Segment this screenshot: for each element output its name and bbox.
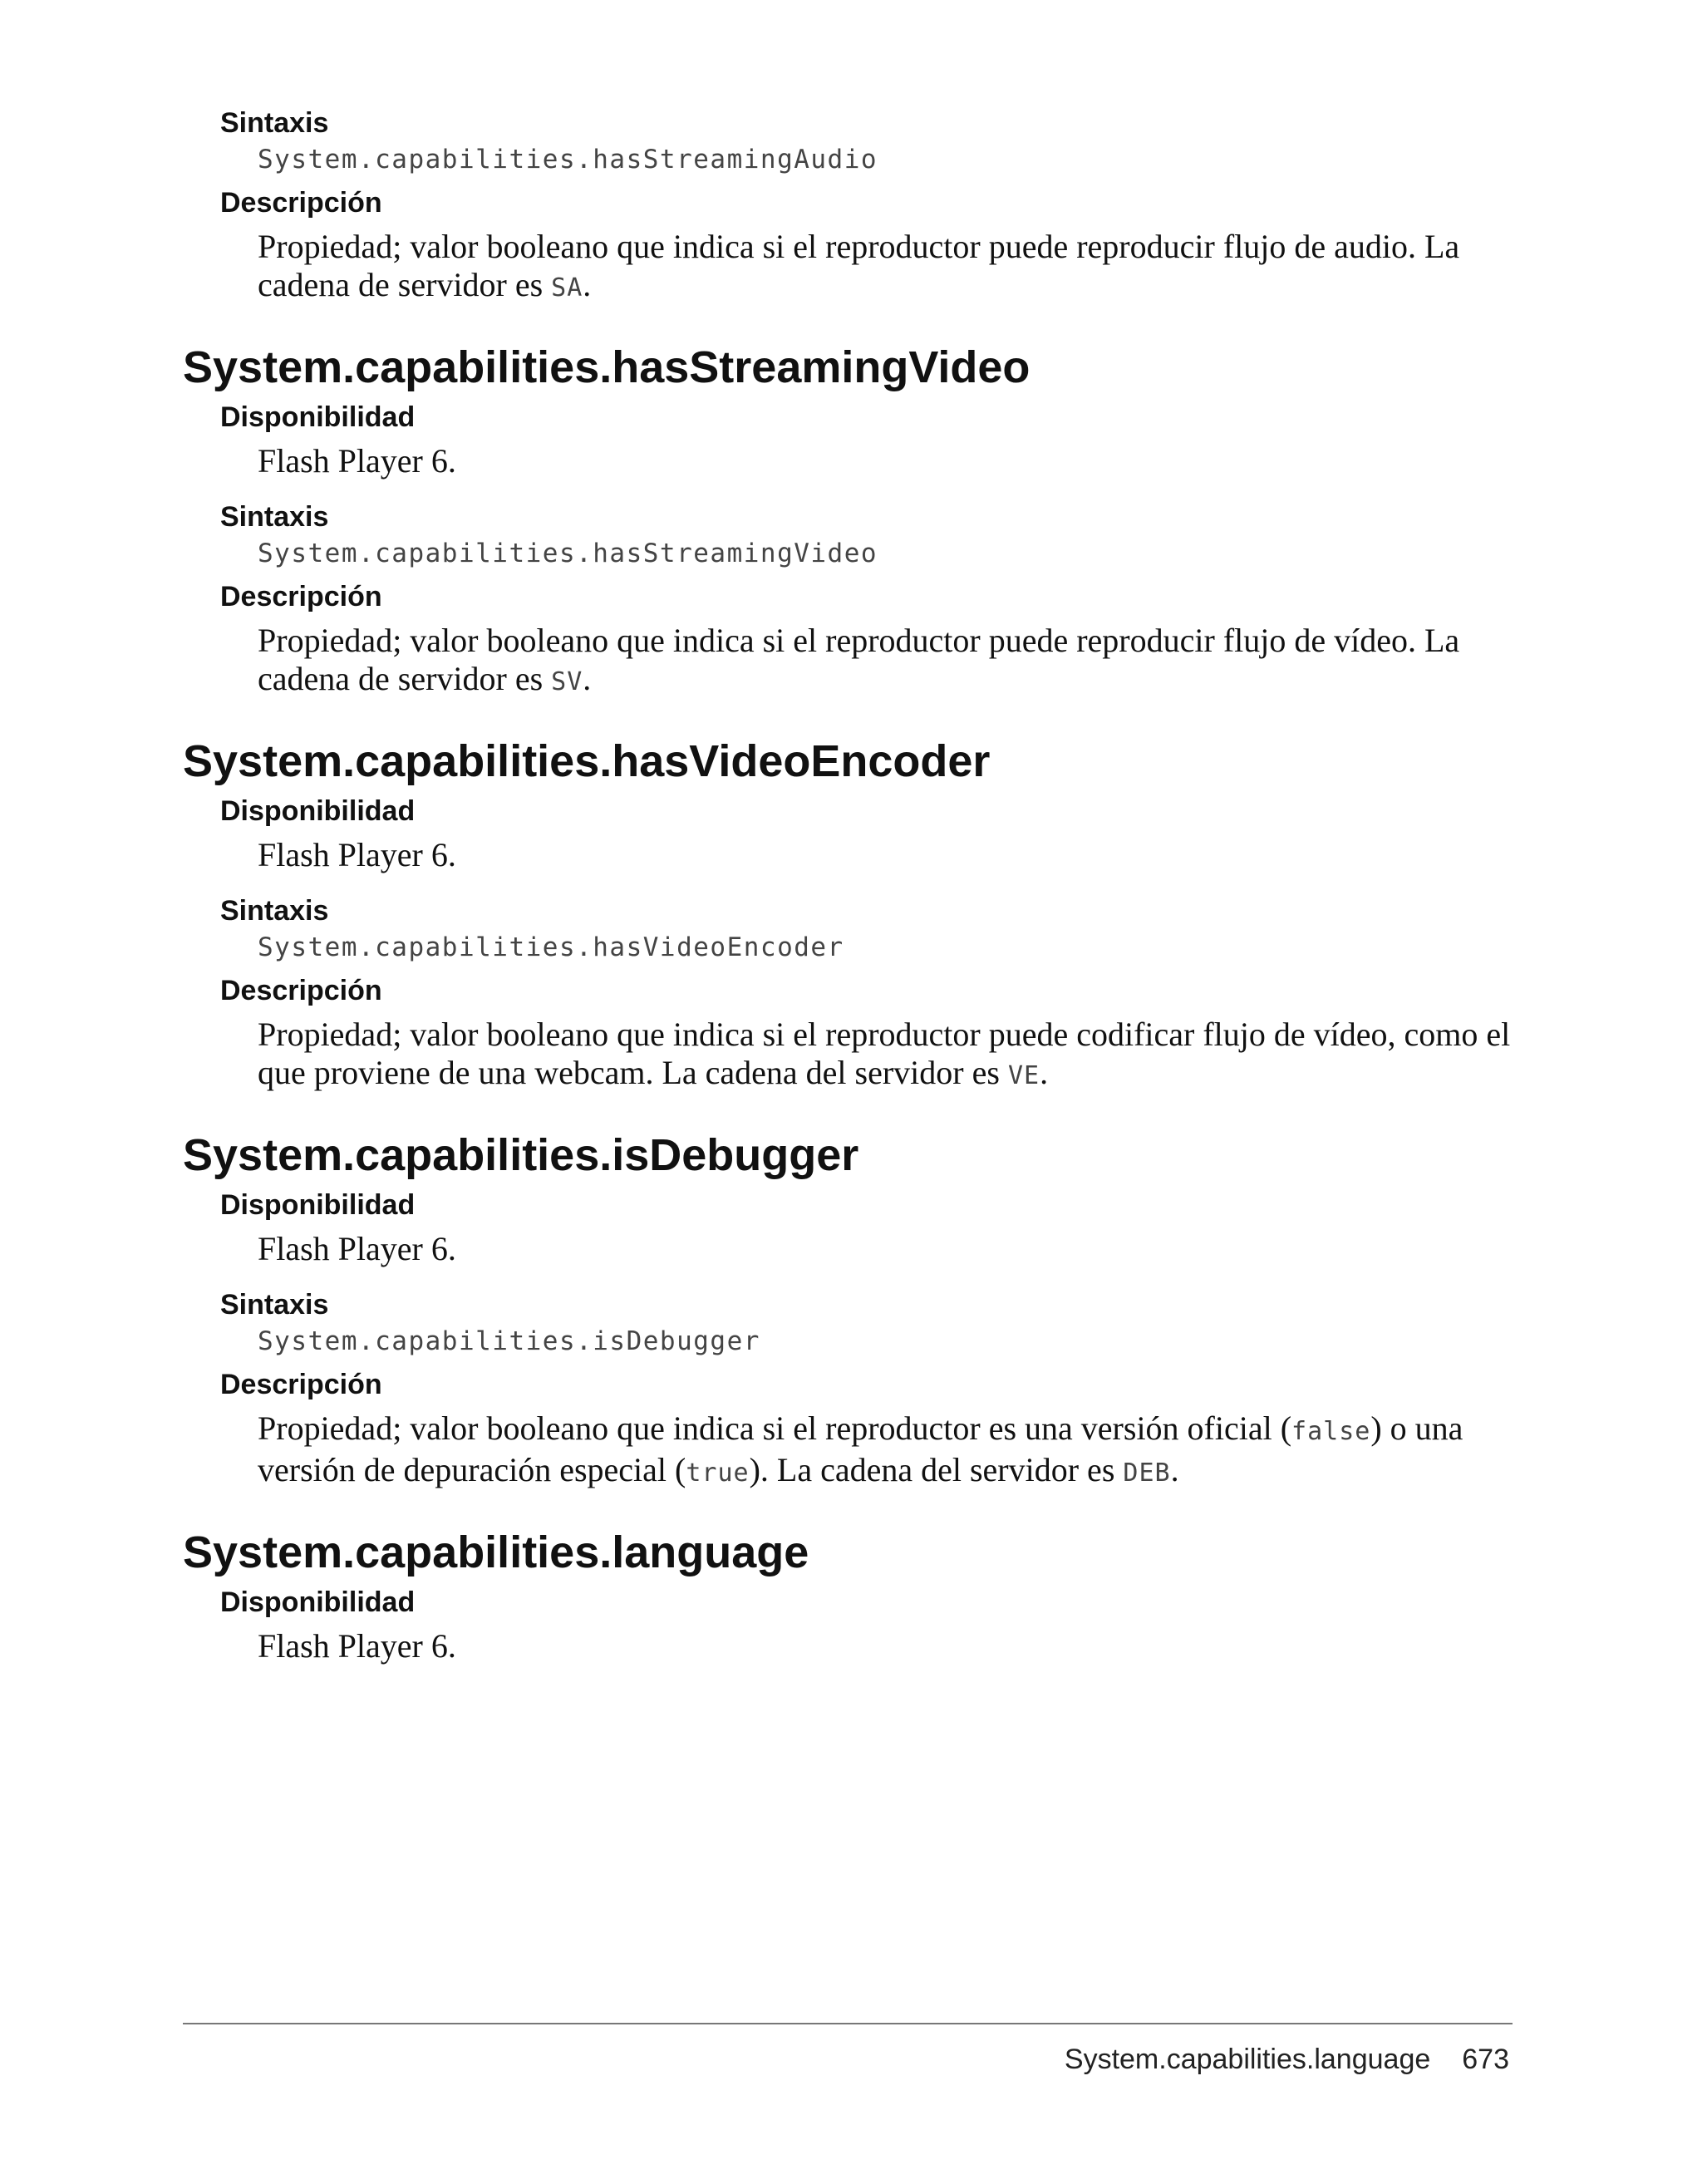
syntax-label: Sintaxis bbox=[220, 1289, 329, 1321]
entry-title: System.capabilities.hasStreamingVideo bbox=[183, 342, 1031, 392]
description-label: Descripción bbox=[220, 975, 382, 1006]
page-number: 673 bbox=[1462, 2044, 1509, 2075]
availability-text: Flash Player 6. bbox=[258, 836, 456, 873]
syntax-code: System.capabilities.hasVideoEncoder bbox=[258, 932, 844, 962]
description-text: Propiedad; valor booleano que indica si el reproductor puede codificar flujo de vídeo, como el que proviene de una webcam. La cadena del servidor es VE. bbox=[258, 1016, 1511, 1091]
false-code: false bbox=[1291, 1417, 1371, 1446]
server-string-code: DEB bbox=[1123, 1458, 1171, 1488]
syntax-label: Sintaxis bbox=[220, 895, 329, 927]
entry-language bbox=[183, 1526, 1529, 1665]
server-string-code: VE bbox=[1007, 1061, 1040, 1090]
description-text: Propiedad; valor booleano que indica si el reproductor puede reproducir flujo de audio. La cadena de servidor es SA. bbox=[258, 228, 1460, 303]
syntax-code: System.capabilities.isDebugger bbox=[258, 1326, 760, 1356]
syntax-code: System.capabilities.hasStreamingAudio bbox=[258, 145, 878, 175]
entry-hasVideoEncoder bbox=[183, 735, 1529, 1095]
entry-hasStreamingAudio-continued bbox=[183, 105, 1529, 307]
description-label: Descripción bbox=[220, 187, 382, 219]
server-string-code: SA bbox=[551, 273, 583, 303]
description-label: Descripción bbox=[220, 1369, 382, 1400]
syntax-label: Sintaxis bbox=[220, 501, 329, 533]
footer-section-title: System.capabilities.language bbox=[1064, 2044, 1431, 2075]
description-text: Propiedad; valor booleano que indica si el reproductor puede reproducir flujo de vídeo. La cadena de servidor es SV. bbox=[258, 622, 1460, 697]
availability-text: Flash Player 6. bbox=[258, 1627, 456, 1665]
server-string-code: SV bbox=[551, 667, 583, 696]
page-content bbox=[183, 105, 1529, 1665]
availability-label: Disponibilidad bbox=[220, 795, 416, 827]
syntax-code: System.capabilities.hasStreamingVideo bbox=[258, 539, 878, 568]
page-footer bbox=[1065, 2041, 1509, 2078]
availability-label: Disponibilidad bbox=[220, 401, 416, 433]
availability-label: Disponibilidad bbox=[220, 1189, 416, 1221]
description-label: Descripción bbox=[220, 581, 382, 612]
entry-title: System.capabilities.isDebugger bbox=[183, 1130, 859, 1180]
footer-divider bbox=[183, 2023, 1513, 2024]
syntax-label: Sintaxis bbox=[220, 107, 329, 139]
entry-isDebugger bbox=[183, 1129, 1529, 1493]
entry-hasStreamingVideo bbox=[183, 341, 1529, 701]
availability-text: Flash Player 6. bbox=[258, 442, 456, 480]
entry-title: System.capabilities.hasVideoEncoder bbox=[183, 736, 991, 786]
availability-text: Flash Player 6. bbox=[258, 1230, 456, 1267]
availability-label: Disponibilidad bbox=[220, 1586, 416, 1618]
entry-title: System.capabilities.language bbox=[183, 1527, 809, 1577]
true-code: true bbox=[686, 1458, 750, 1488]
description-text: Propiedad; valor booleano que indica si el reproductor es una versión oficial (false) o una versión de depuración especial (true). La cadena del servidor es DEB. bbox=[258, 1409, 1463, 1488]
